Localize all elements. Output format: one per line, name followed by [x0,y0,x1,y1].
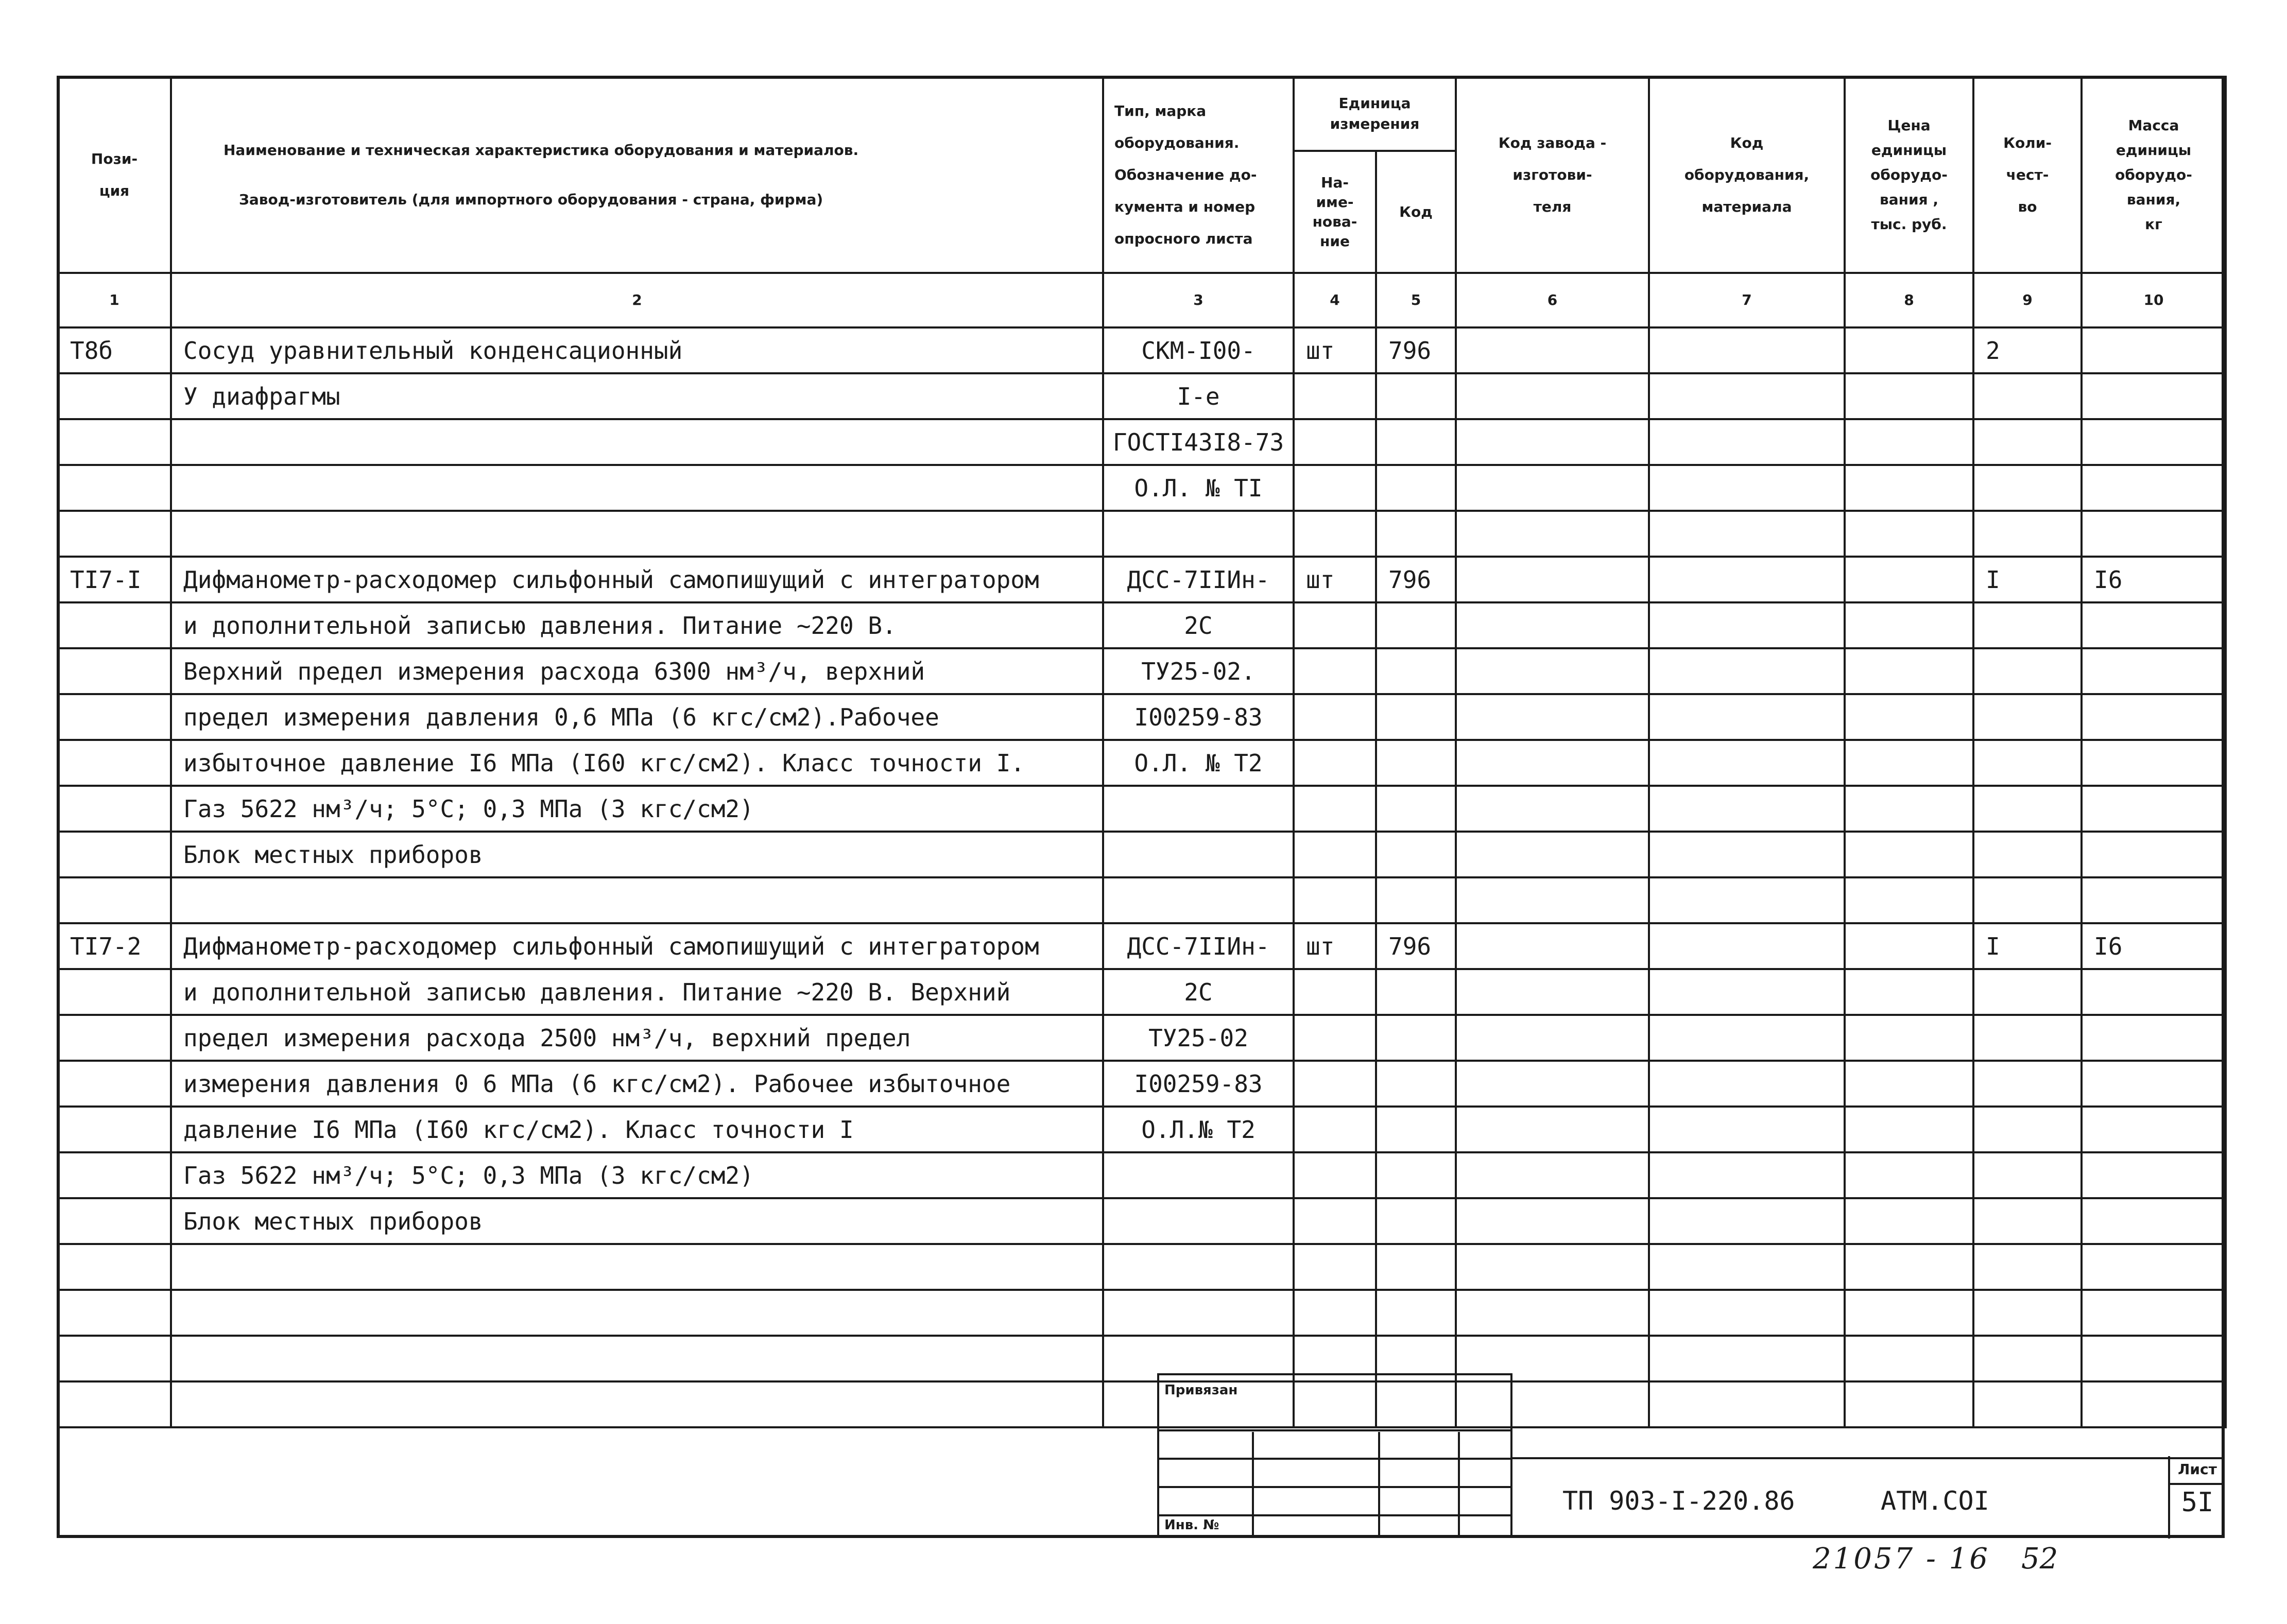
document-number: ТП 903-I-220.86 [1562,1486,1795,1516]
row-mass [2082,969,2226,1015]
table-row [58,1152,2226,1198]
row-equipment-code [1649,786,1845,832]
table-row [58,923,2226,969]
row-mass: I6 [2082,923,2226,969]
column-number: 6 [1456,273,1649,327]
row-unit-name [1294,877,1376,923]
row-position [58,969,171,1015]
row-unit-name [1294,602,1376,648]
row-equipment-code [1649,648,1845,694]
row-name: У диафрагмы [171,373,1103,419]
header-type: Тип, марка оборудования. Обозначение до- кумента и номер опросного листа [1103,77,1294,273]
header-equipment-code: Код оборудования, материала [1649,77,1845,273]
row-equipment-code [1649,1152,1845,1198]
row-quantity [1973,419,2082,465]
row-unit-name [1294,832,1376,877]
row-type [1103,832,1294,877]
row-unit-code [1376,1061,1456,1107]
row-position [58,511,171,557]
row-unit-code [1376,648,1456,694]
row-equipment-code [1649,327,1845,373]
row-unit-code [1376,419,1456,465]
row-unit-code [1376,877,1456,923]
table-row [58,877,2226,923]
row-unit-code [1376,832,1456,877]
row-mass [2082,1336,2226,1381]
row-position [58,1015,171,1061]
row-plant-code [1456,1015,1649,1061]
row-mass [2082,373,2226,419]
row-position [58,602,171,648]
row-quantity [1973,1336,2082,1381]
row-plant-code [1456,923,1649,969]
header-name-line1: Наименование и техническая характеристика оборудования и материалов. [223,141,859,159]
row-name: предел измерения расхода 2500 нм³/ч, верхний предел [171,1015,1103,1061]
row-position [58,1107,171,1152]
row-unit-price [1845,1061,1973,1107]
row-name: давление I6 МПа (I60 кгс/см2). Класс точности I [171,1107,1103,1152]
row-type: ДСС-7IIИн- [1103,557,1294,602]
row-unit-name [1294,465,1376,511]
table-row [58,1015,2226,1061]
row-mass [2082,832,2226,877]
row-unit-price [1845,648,1973,694]
row-position [58,694,171,740]
row-unit-code [1376,1152,1456,1198]
row-name: Газ 5622 нм³/ч; 5°С; 0,3 МПа (3 кгс/см2) [171,1152,1103,1198]
row-plant-code [1456,1290,1649,1336]
table-row [58,694,2226,740]
row-mass [2082,511,2226,557]
row-unit-code: 796 [1376,327,1456,373]
row-unit-code [1376,969,1456,1015]
row-type: 2С [1103,602,1294,648]
sheet-box [2168,1456,2225,1539]
row-equipment-code [1649,1290,1845,1336]
row-type: 2С [1103,969,1294,1015]
row-unit-price [1845,1381,1973,1427]
row-plant-code [1456,740,1649,786]
row-type [1103,511,1294,557]
row-name: и дополнительной записью давления. Питание ~220 В. [171,602,1103,648]
row-position [58,740,171,786]
row-quantity [1973,373,2082,419]
row-type: ДСС-7IIИн- [1103,923,1294,969]
column-number: 2 [171,273,1103,327]
row-plant-code [1456,969,1649,1015]
row-name: Дифманометр-расходомер сильфонный самопишущий с интегратором [171,557,1103,602]
row-quantity [1973,1061,2082,1107]
row-mass [2082,1061,2226,1107]
archive-number: 21057 - 16 [1813,1542,1990,1576]
row-type [1103,1290,1294,1336]
row-mass [2082,1107,2226,1152]
row-name: Газ 5622 нм³/ч; 5°С; 0,3 МПа (3 кгс/см2) [171,786,1103,832]
row-mass [2082,1198,2226,1244]
table-row [58,419,2226,465]
row-name: предел измерения давления 0,6 МПа (6 кгс/см2).Рабочее [171,694,1103,740]
row-type: ТУ25-02 [1103,1015,1294,1061]
row-equipment-code [1649,694,1845,740]
header-name [171,77,1103,273]
row-type: I-е [1103,373,1294,419]
row-unit-code [1376,1015,1456,1061]
row-unit-price [1845,694,1973,740]
row-plant-code [1456,511,1649,557]
row-position [58,832,171,877]
row-plant-code [1456,1152,1649,1198]
row-mass [2082,1381,2226,1427]
table-row [58,1381,2226,1427]
table-row [58,1290,2226,1336]
row-position [58,1061,171,1107]
header-unit-group: Единица измерения [1294,77,1456,151]
row-unit-price [1845,1015,1973,1061]
row-mass: I6 [2082,557,2226,602]
row-position [58,877,171,923]
row-type: I00259-83 [1103,694,1294,740]
row-quantity: I [1973,557,2082,602]
row-quantity [1973,511,2082,557]
row-position [58,648,171,694]
row-mass [2082,1244,2226,1290]
document-code: АТМ.СОI [1881,1486,1989,1516]
row-name [171,1244,1103,1290]
row-unit-name [1294,511,1376,557]
row-unit-price [1845,786,1973,832]
row-mass [2082,786,2226,832]
row-equipment-code [1649,602,1845,648]
row-position [58,1290,171,1336]
row-type [1103,877,1294,923]
row-position [58,1336,171,1381]
row-unit-code [1376,602,1456,648]
row-unit-code: 796 [1376,923,1456,969]
column-number: 9 [1973,273,2082,327]
row-type: О.Л. № Т2 [1103,740,1294,786]
row-unit-price [1845,740,1973,786]
row-type [1103,1152,1294,1198]
row-equipment-code [1649,832,1845,877]
row-position [58,1244,171,1290]
row-unit-code: 796 [1376,557,1456,602]
row-quantity [1973,1290,2082,1336]
row-name: Сосуд уравнительный конденсационный [171,327,1103,373]
row-unit-price [1845,1107,1973,1152]
row-unit-name [1294,1198,1376,1244]
row-mass [2082,1015,2226,1061]
row-unit-price [1845,602,1973,648]
row-plant-code [1456,694,1649,740]
row-unit-name [1294,373,1376,419]
row-equipment-code [1649,557,1845,602]
row-unit-price [1845,327,1973,373]
row-unit-name [1294,1152,1376,1198]
row-equipment-code [1649,419,1845,465]
row-plant-code [1456,327,1649,373]
specification-table [57,76,2227,1428]
binding-stamp [1157,1373,1512,1538]
row-type: ТУ25-02. [1103,648,1294,694]
column-number: 1 [58,273,171,327]
row-unit-code [1376,1290,1456,1336]
table-row [58,465,2226,511]
row-mass [2082,648,2226,694]
header-unit-price: Цена единицы оборудо- вания , тыс. руб. [1845,77,1973,273]
table-row [58,648,2226,694]
row-mass [2082,1152,2226,1198]
row-mass [2082,877,2226,923]
row-unit-name: шт [1294,557,1376,602]
row-position: ТI7-I [58,557,171,602]
sheet-label: Лист [2170,1456,2225,1485]
row-unit-name [1294,740,1376,786]
row-equipment-code [1649,1061,1845,1107]
row-plant-code [1456,373,1649,419]
row-unit-price [1845,969,1973,1015]
row-equipment-code [1649,511,1845,557]
header-unit-code: Код [1376,151,1456,273]
row-name: избыточное давление I6 МПа (I60 кгс/см2). Класс точности I. [171,740,1103,786]
row-name: Блок местных приборов [171,832,1103,877]
row-unit-price [1845,1290,1973,1336]
row-quantity [1973,1015,2082,1061]
row-position [58,373,171,419]
row-plant-code [1456,877,1649,923]
row-name: Верхний предел измерения расхода 6300 нм³/ч, верхний [171,648,1103,694]
row-unit-name [1294,1107,1376,1152]
row-equipment-code [1649,1198,1845,1244]
row-equipment-code [1649,740,1845,786]
row-type: СКМ-I00- [1103,327,1294,373]
row-plant-code [1456,648,1649,694]
row-mass [2082,740,2226,786]
row-mass [2082,602,2226,648]
row-name [171,419,1103,465]
row-quantity [1973,786,2082,832]
row-mass [2082,1290,2226,1336]
row-name [171,511,1103,557]
row-name [171,1290,1103,1336]
row-mass [2082,465,2226,511]
row-type: I00259-83 [1103,1061,1294,1107]
row-quantity [1973,694,2082,740]
stamp-divider [1252,1432,1254,1536]
row-mass [2082,694,2226,740]
row-plant-code [1456,786,1649,832]
column-number: 4 [1294,273,1376,327]
row-unit-name [1294,1244,1376,1290]
row-unit-price [1845,557,1973,602]
table-row [58,1061,2226,1107]
row-equipment-code [1649,1107,1845,1152]
row-name: Блок местных приборов [171,1198,1103,1244]
row-quantity: I [1973,923,2082,969]
header-name-line2: Завод-изготовитель (для импортного оборудования - страна, фирма) [239,191,823,208]
table-row [58,1198,2226,1244]
row-name: измерения давления 0 6 МПа (6 кгс/см2). Рабочее избыточное [171,1061,1103,1107]
row-position [58,1152,171,1198]
row-plant-code [1456,602,1649,648]
row-mass [2082,327,2226,373]
row-name: и дополнительной записью давления. Питание ~220 В. Верхний [171,969,1103,1015]
row-plant-code [1456,1198,1649,1244]
row-unit-code [1376,1198,1456,1244]
stamp-divider [1458,1432,1460,1536]
row-unit-name: шт [1294,923,1376,969]
row-quantity [1973,465,2082,511]
header-unit-mass: Масса единицы оборудо- вания, кг [2082,77,2226,273]
row-unit-code [1376,1244,1456,1290]
row-name [171,465,1103,511]
row-plant-code [1456,1244,1649,1290]
row-position: ТI7-2 [58,923,171,969]
row-equipment-code [1649,1381,1845,1427]
row-type: О.Л.№ Т2 [1103,1107,1294,1152]
header-plant-code: Код завода - изготови- теля [1456,77,1649,273]
inventory-label: Инв. № [1164,1517,1219,1533]
table-row [58,969,2226,1015]
row-unit-price [1845,832,1973,877]
row-unit-name [1294,1290,1376,1336]
table-row [58,832,2226,877]
row-equipment-code [1649,465,1845,511]
row-plant-code [1456,419,1649,465]
row-plant-code [1456,465,1649,511]
row-type: ГОСТI43I8-73 [1103,419,1294,465]
row-quantity [1973,877,2082,923]
header-unit-name: На- име- нова- ние [1294,151,1376,273]
row-quantity [1973,1152,2082,1198]
row-unit-price [1845,419,1973,465]
row-unit-price [1845,1336,1973,1381]
bound-label: Привязан [1164,1383,1238,1398]
specification-body [58,327,2226,1427]
row-quantity [1973,832,2082,877]
row-quantity [1973,969,2082,1015]
row-position [58,1381,171,1427]
row-quantity [1973,740,2082,786]
row-unit-price [1845,465,1973,511]
row-unit-code [1376,740,1456,786]
header-quantity: Коли- чест- во [1973,77,2082,273]
row-unit-price [1845,1152,1973,1198]
row-plant-code [1456,557,1649,602]
row-unit-price [1845,877,1973,923]
column-number: 3 [1103,273,1294,327]
table-row [58,511,2226,557]
row-type [1103,1198,1294,1244]
row-name [171,1336,1103,1381]
row-equipment-code [1649,1336,1845,1381]
row-unit-name [1294,419,1376,465]
row-quantity [1973,648,2082,694]
page-number: 52 [2021,1542,2058,1576]
row-unit-name [1294,786,1376,832]
stamp-divider [1378,1432,1380,1536]
row-unit-code [1376,1107,1456,1152]
row-name [171,877,1103,923]
title-block [1512,1457,2225,1538]
column-number: 5 [1376,273,1456,327]
table-row [58,373,2226,419]
row-position [58,786,171,832]
table-row [58,327,2226,373]
row-type [1103,1244,1294,1290]
row-unit-price [1845,373,1973,419]
stamp-line [1159,1429,1510,1431]
row-unit-price [1845,923,1973,969]
row-mass [2082,419,2226,465]
row-unit-code [1376,511,1456,557]
header-position: Пози- ция [58,77,171,273]
row-quantity [1973,602,2082,648]
table-row [58,1336,2226,1381]
row-equipment-code [1649,373,1845,419]
table-row [58,602,2226,648]
column-number: 10 [2082,273,2226,327]
row-unit-name [1294,694,1376,740]
row-position: Т8б [58,327,171,373]
row-unit-price [1845,1244,1973,1290]
table-row [58,740,2226,786]
column-number: 7 [1649,273,1845,327]
row-plant-code [1456,1107,1649,1152]
row-position [58,419,171,465]
row-equipment-code [1649,923,1845,969]
row-unit-name [1294,1015,1376,1061]
row-position [58,465,171,511]
row-unit-code [1376,373,1456,419]
row-quantity [1973,1381,2082,1427]
table-row [58,557,2226,602]
row-name: Дифманометр-расходомер сильфонный самопишущий с интегратором [171,923,1103,969]
table-row [58,1107,2226,1152]
row-quantity [1973,1198,2082,1244]
row-equipment-code [1649,877,1845,923]
row-unit-name [1294,648,1376,694]
row-equipment-code [1649,969,1845,1015]
row-quantity: 2 [1973,327,2082,373]
row-unit-code [1376,786,1456,832]
table-row [58,1244,2226,1290]
row-plant-code [1456,1061,1649,1107]
row-equipment-code [1649,1244,1845,1290]
row-equipment-code [1649,1015,1845,1061]
row-plant-code [1456,832,1649,877]
sheet-number: 5I [2181,1487,2214,1518]
row-quantity [1973,1244,2082,1290]
row-type: О.Л. № ТI [1103,465,1294,511]
row-unit-price [1845,511,1973,557]
row-type [1103,786,1294,832]
row-unit-name: шт [1294,327,1376,373]
row-name [171,1381,1103,1427]
row-unit-name [1294,1061,1376,1107]
row-unit-code [1376,465,1456,511]
row-quantity [1973,1107,2082,1152]
table-row [58,786,2226,832]
row-unit-name [1294,969,1376,1015]
row-unit-code [1376,694,1456,740]
column-number: 8 [1845,273,1973,327]
row-position [58,1198,171,1244]
row-unit-price [1845,1198,1973,1244]
